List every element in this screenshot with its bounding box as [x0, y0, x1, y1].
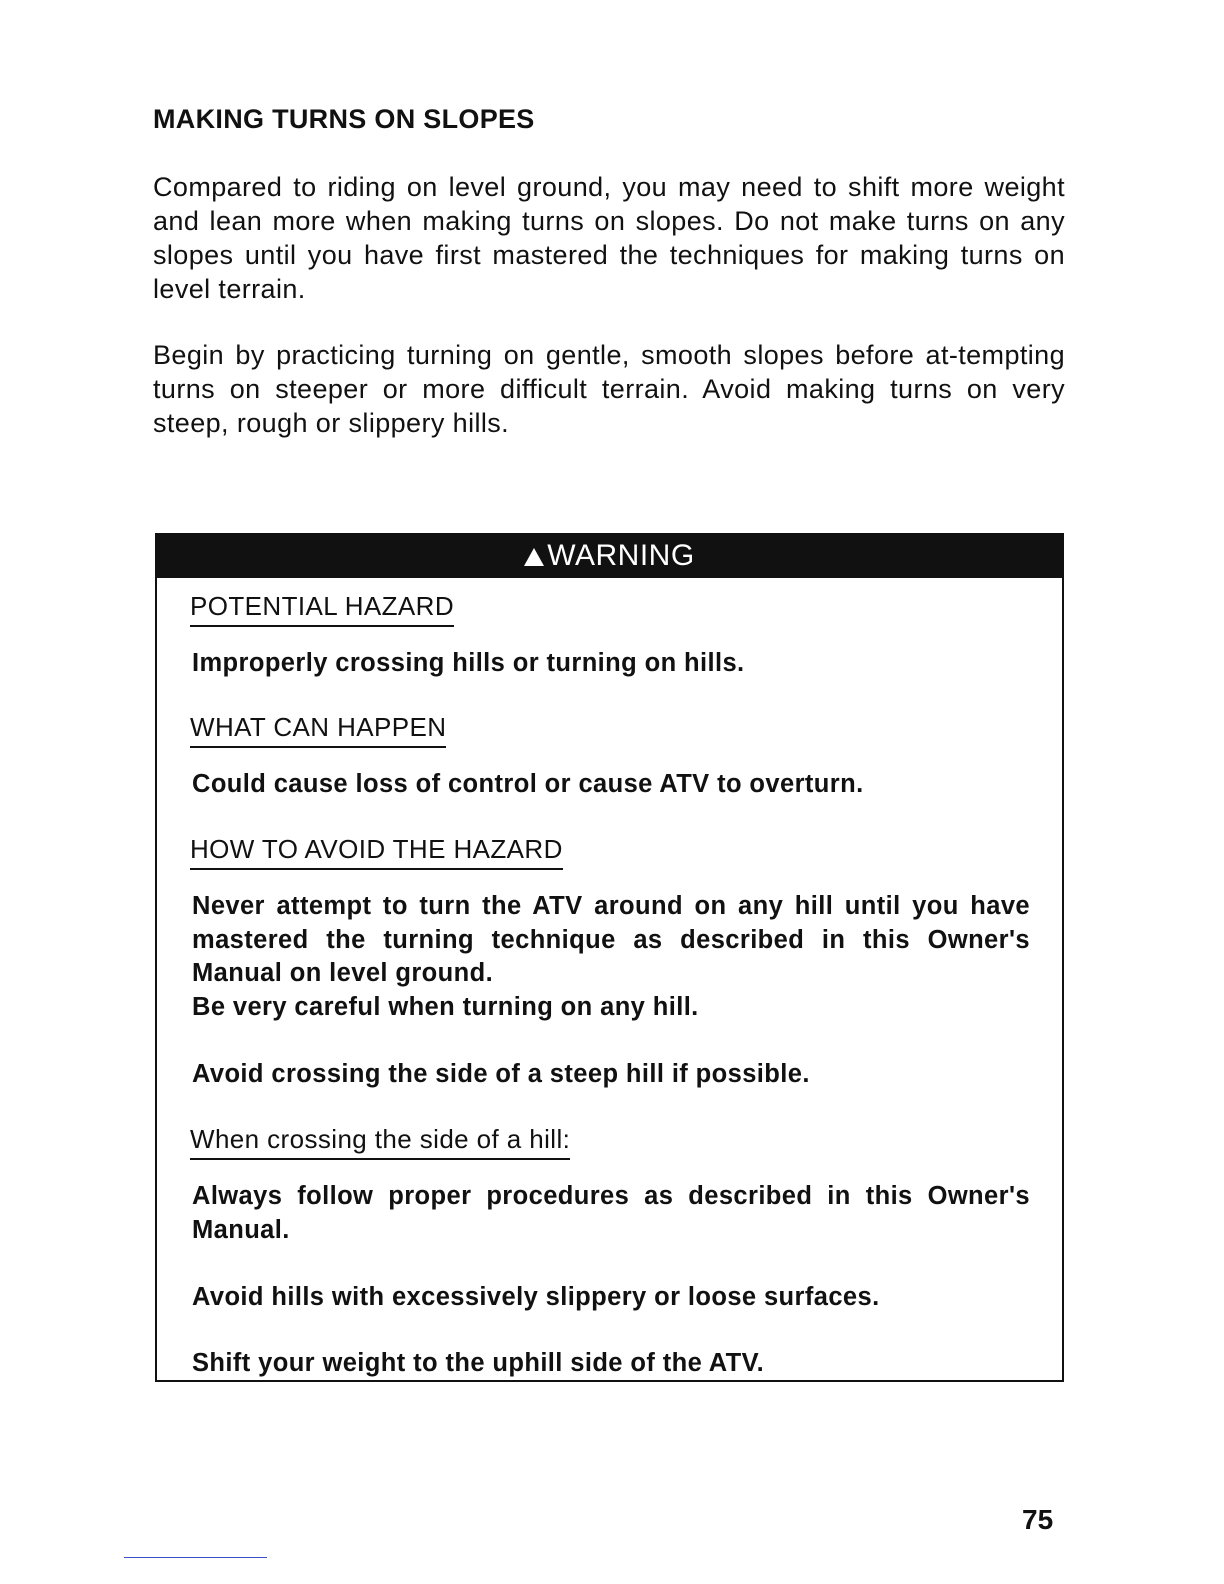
potential-hazard-heading: POTENTIAL HAZARD: [190, 591, 454, 627]
practice-paragraph: Begin by practicing turning on gentle, smooth slopes before at-tempting turns on steeper or more difficult terrain. Avoid making turns on very steep, rough or slippery hills.: [153, 340, 1065, 438]
crossing-text-3: Shift your weight to the uphill side of the ATV.: [192, 1349, 765, 1377]
intro-paragraph: Compared to riding on level ground, you may need to shift more weight and lean more when making turns on slopes. Do not make turns on any slopes until you have first mastered the techniques for making turns on level terrain.: [153, 172, 1065, 304]
how-to-avoid-text-1: Never attempt to turn the ATV around on any hill until you have mastered the turning technique as described in this Owner's Manual on level ground.: [192, 892, 1030, 987]
warning-triangle-icon: [524, 548, 544, 566]
what-can-happen-text: Could cause loss of control or cause ATV to overturn.: [192, 770, 864, 798]
how-to-avoid-text-3: Avoid crossing the side of a steep hill if possible.: [192, 1060, 810, 1088]
crossing-text-1: Always follow proper procedures as described in this Owner's Manual.: [192, 1182, 1030, 1244]
how-to-avoid-heading: HOW TO AVOID THE HAZARD: [190, 834, 563, 870]
crossing-text-2: Avoid hills with excessively slippery or loose surfaces.: [192, 1283, 880, 1311]
crossing-heading: When crossing the side of a hill:: [190, 1124, 570, 1160]
what-can-happen-heading: WHAT CAN HAPPEN: [190, 712, 446, 748]
page-number: 75: [1022, 1504, 1054, 1535]
warning-banner-label: WARNING: [547, 539, 695, 572]
potential-hazard-text: Improperly crossing hills or turning on hills.: [192, 649, 745, 677]
warning-box: [155, 533, 1064, 1382]
how-to-avoid-text-2: Be very careful when turning on any hill.: [192, 993, 699, 1021]
section-title: MAKING TURNS ON SLOPES: [153, 104, 535, 134]
footer-rule: [124, 1557, 267, 1558]
warning-banner: [155, 533, 1064, 578]
